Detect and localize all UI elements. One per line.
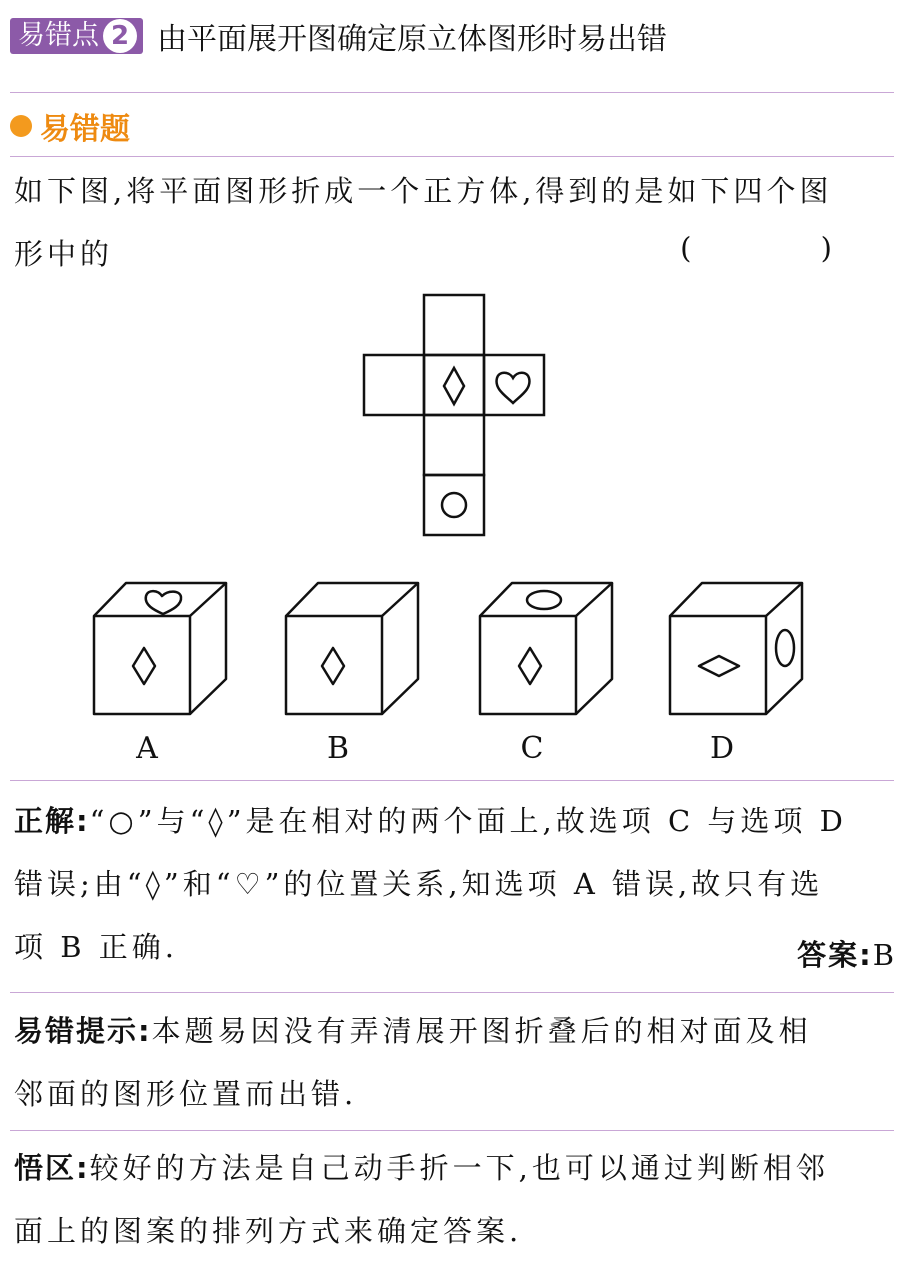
- cube-net-figure: [0, 0, 902, 560]
- divider: [10, 1130, 894, 1131]
- insight-line: [14, 1137, 892, 1200]
- option-label-c: C: [520, 731, 544, 766]
- section-label: 易错题: [40, 112, 130, 147]
- diamond-icon: [519, 648, 541, 684]
- tip-label: 易错提示:: [14, 1014, 152, 1048]
- option-label-d: D: [709, 731, 735, 766]
- answer-value: B: [872, 938, 894, 972]
- error-point-number: 2: [103, 19, 137, 53]
- net-face: [424, 295, 484, 355]
- diamond-icon: [322, 648, 344, 684]
- heart-icon: [497, 373, 530, 403]
- tip-line: [14, 1000, 892, 1063]
- cube-option-b: [286, 583, 418, 714]
- cube-option-a: [94, 583, 226, 714]
- option-label-b: B: [326, 731, 350, 766]
- divider: [10, 780, 894, 781]
- solution-label: 正解:: [14, 804, 90, 838]
- topic-title: 由平面展开图确定原立体图形时易出错: [157, 22, 667, 57]
- cube-option-d: [670, 583, 802, 714]
- tip-line-text: 本题易因没有弄清展开图折叠后的相对面及相: [151, 1014, 812, 1048]
- answer-label: 答案:: [797, 938, 873, 972]
- solution-line-text: “○”与“◊”是在相对的两个面上,故选项 C 与选项 D: [89, 804, 847, 838]
- solution-text: [14, 790, 892, 979]
- diamond-icon: [699, 656, 739, 676]
- option-cubes-figure: [0, 570, 902, 770]
- circle-icon: [527, 591, 561, 609]
- heart-icon: [146, 591, 181, 614]
- diamond-icon: [444, 368, 464, 404]
- question-line: 如下图,将平面图形折成一个正方体,得到的是如下四个图: [14, 174, 833, 208]
- answer-blank: ( ): [680, 231, 892, 265]
- net-face: [424, 415, 484, 475]
- answer: [797, 933, 894, 974]
- divider: [10, 992, 894, 993]
- cube-option-c: [480, 583, 612, 714]
- circle-icon: [776, 630, 794, 666]
- net-face: [484, 355, 544, 415]
- insight-line-text: 较好的方法是自己动手折一下,也可以通过判断相邻: [89, 1151, 829, 1185]
- solution-line: 项 B 正确.: [14, 930, 178, 964]
- net-face: [364, 355, 424, 415]
- option-label-a: A: [136, 731, 158, 766]
- insight-line: 面上的图案的排列方式来确定答案.: [14, 1214, 523, 1248]
- circle-icon: [442, 493, 466, 517]
- tip-line: 邻面的图形位置而出错.: [14, 1077, 358, 1111]
- insight-text: [14, 1137, 892, 1263]
- tip-text: [14, 1000, 892, 1126]
- solution-line: 错误;由“◊”和“♡”的位置关系,知选项 A 错误,故只有选: [14, 867, 824, 901]
- diamond-icon: [133, 648, 155, 684]
- question-line: 形中的: [14, 237, 114, 271]
- error-point-tag-label: 易错点: [18, 20, 99, 51]
- insight-label: 悟区:: [14, 1151, 90, 1185]
- net-face: [424, 475, 484, 535]
- solution-line: [14, 790, 892, 853]
